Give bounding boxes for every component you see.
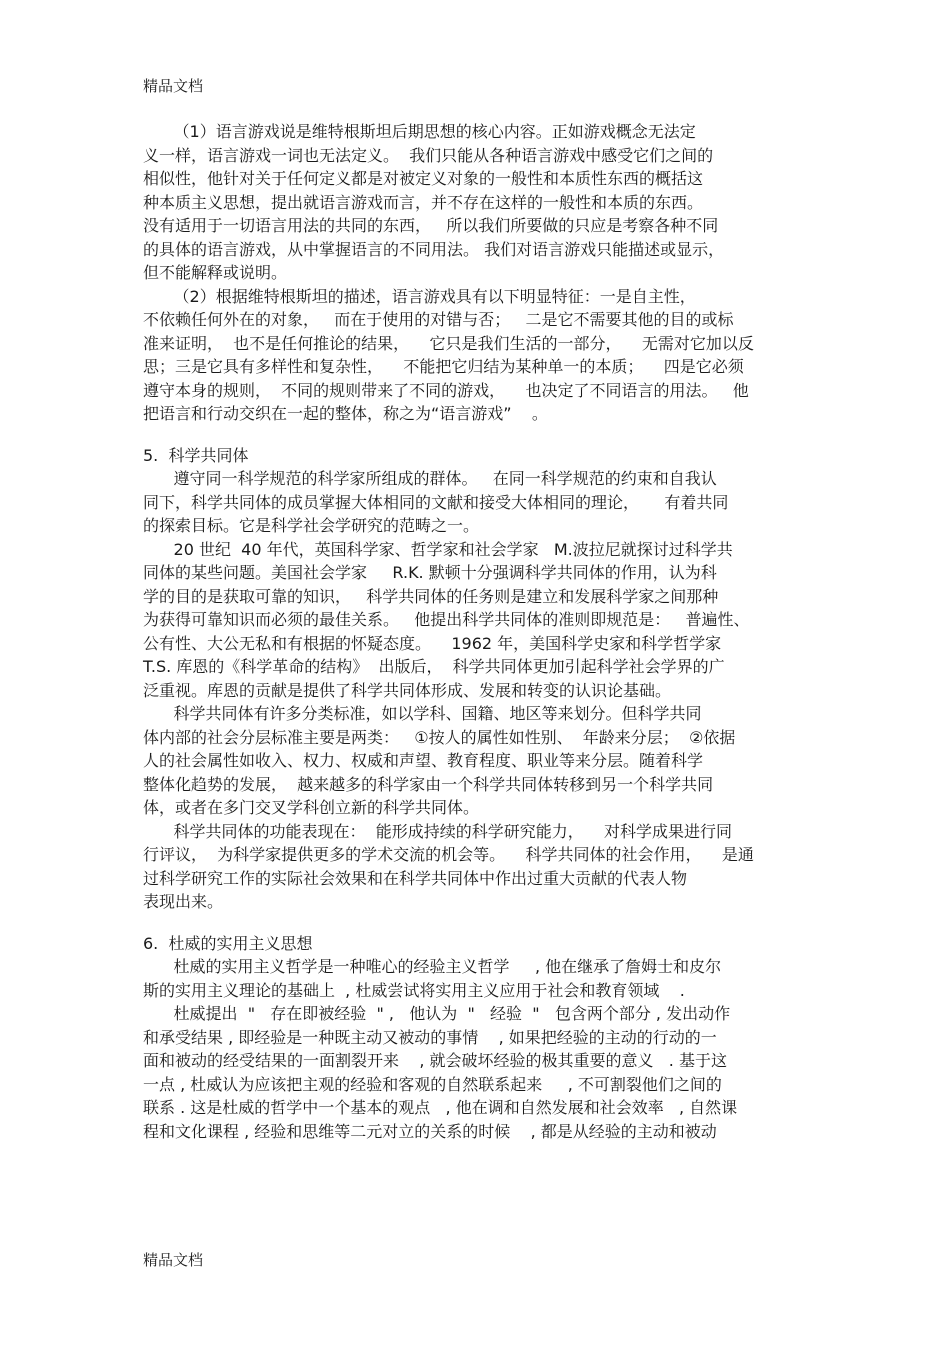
page-footer: 精品文档 [143,1251,204,1269]
text-line: 联系 . 这是杜威的哲学中一个基本的观点 , 他在调和自然发展和社会效率 , 自然课 [143,1098,738,1117]
language-game-paragraph-1 [143,120,813,285]
section-heading: 5. 科学共同体 [143,445,249,465]
text-line: 同体的某些问题。美国社会学家 R.K. 默顿十分强调科学共同体的作用，认为科 [143,563,717,582]
text-line: 思；三是它具有多样性和复杂性， 不能把它归结为某种单一的本质； 四是它必须 [143,357,744,376]
text-line: 没有适用于一切语言用法的共同的东西， 所以我们所要做的只应是考察各种不同 [143,216,719,235]
section-5 [143,444,813,914]
text-line: 公有性、大公无私和有根据的怀疑态度。 1962 年，美国科学史家和科学哲学家 [143,633,722,653]
text-line: 和承受结果 , 即经验是一种既主动又被动的事情 , 如果把经验的主动的行动的一 [143,1027,717,1047]
text-line: 学的目的是获取可靠的知识， 科学共同体的任务则是建立和发展科学家之间那种 [143,586,719,606]
section-6-paragraph-1 [143,955,813,1002]
text-line: 整体化趋势的发展， 越来越多的科学家由一个科学共同体转移到另一个科学共同 [143,774,714,794]
text-line: 但不能解释或说明。 [143,263,288,282]
text-line: 人的社会属性如收入、权力、权威和声望、教育程度、职业等来分层。随着科学 [143,751,704,770]
section-heading: 6. 杜威的实用主义思想 [143,933,313,953]
text-line: 为获得可靠知识而必须的最佳关系。 他提出科学共同体的准则即规范是： 普遍性、 [143,610,750,629]
text-line: 义一样，语言游戏一词也无法定义。 我们只能从各种语言游戏中感受它们之间的 [143,145,714,165]
text-line: 一点 , 杜威认为应该把主观的经验和客观的自然联系起来 , 不可割裂他们之间的 [143,1074,722,1094]
text-line: 同下，科学共同体的成员掌握大体相同的文献和接受大体相同的理论， 有着共同 [143,492,729,512]
text-line: 的具体的语言游戏，从中掌握语言的不同用法。 我们对语言游戏只能描述或显示， [143,239,725,259]
text-line: （2）根据维特根斯坦的描述，语言游戏具有以下明显特征：一是自主性， [143,286,696,306]
text-line: 不依赖任何外在的对象， 而在于使用的对错与否； 二是它不需要其他的目的或标 [143,310,734,329]
section-5-paragraph-1 [143,467,813,538]
page-header: 精品文档 [143,77,204,95]
section-6 [143,932,813,1144]
text-line: 遵守同一科学规范的科学家所组成的群体。 在同一科学规范的约束和自我认 [143,469,717,488]
text-line: 面和被动的经受结果的一面割裂开来 , 就会破坏经验的极其重要的意义 . 基于这 [143,1051,727,1070]
text-line: 准来证明， 也不是任何推论的结果， 它只是我们生活的一部分， 无需对它加以反 [143,333,754,353]
text-line: 杜威的实用主义哲学是一种唯心的经验主义哲学 , 他在继承了詹姆士和皮尔 [143,957,722,976]
text-line: 体，或者在多门交叉学科创立新的科学共同体。 [143,798,480,817]
text-line: 斯的实用主义理论的基础上 , 杜威尝试将实用主义应用于社会和教育领域 . [143,980,685,1000]
text-line: 科学共同体的功能表现在： 能形成持续的科学研究能力， 对科学成果进行同 [143,821,733,841]
section-6-paragraph-2 [143,1002,813,1143]
section-5-paragraph-4 [143,820,813,914]
text-line: 遵守本身的规则， 不同的规则带来了不同的游戏， 也决定了不同语言的用法。 他 [143,380,749,400]
text-line: 20 世纪 40 年代，英国科学家、哲学家和社会学家 M.波拉尼就探讨过科学共 [143,539,733,559]
text-line: 种本质主义思想，提出就语言游戏而言，并不存在这样的一般性和本质的东西。 [143,192,704,212]
text-line: 杜威提出 " 存在即被经验 " , 他认为 " 经验 " 包含两个部分 , 发出动作 [143,1004,731,1023]
text-line: 行评议， 为科学家提供更多的学术交流的机会等。 科学共同体的社会作用， 是通 [143,845,754,864]
text-line: 相似性，他针对关于任何定义都是对被定义对象的一般性和本质性东西的概括这 [143,169,704,188]
text-line: 把语言和行动交织在一起的整体，称之为“语言游戏” 。 [143,404,548,423]
text-line: 科学共同体有许多分类标准，如以学科、国籍、地区等来划分。但科学共同 [143,704,702,723]
language-game-paragraph-2 [143,285,813,426]
text-line: 过科学研究工作的实际社会效果和在科学共同体中作出过重大贡献的代表人物 [143,868,688,888]
text-line: 泛重视。库恩的贡献是提供了科学共同体形成、发展和转变的认识论基础。 [143,680,672,700]
text-line: T.S. 库恩的《科学革命的结构》 出版后， 科学共同体更加引起科学社会学界的广 [143,657,725,676]
text-line: （1）语言游戏说是维特根斯坦后期思想的核心内容。正如游戏概念无法定 [143,122,696,141]
text-line: 程和文化课程 , 经验和思维等二元对立的关系的时候 , 都是从经验的主动和被动 [143,1121,717,1141]
text-line: 的探索目标。它是科学社会学研究的范畴之一。 [143,516,480,535]
section-5-paragraph-2 [143,538,813,703]
section-gap [143,426,813,444]
section-gap [143,914,813,932]
text-line: 表现出来。 [143,892,224,911]
text-line: 体内部的社会分层标准主要是两类： ①按人的属性如性别、 年龄来分层； ②依据 [143,727,736,747]
section-5-paragraph-3 [143,702,813,820]
document-body [143,120,813,1143]
